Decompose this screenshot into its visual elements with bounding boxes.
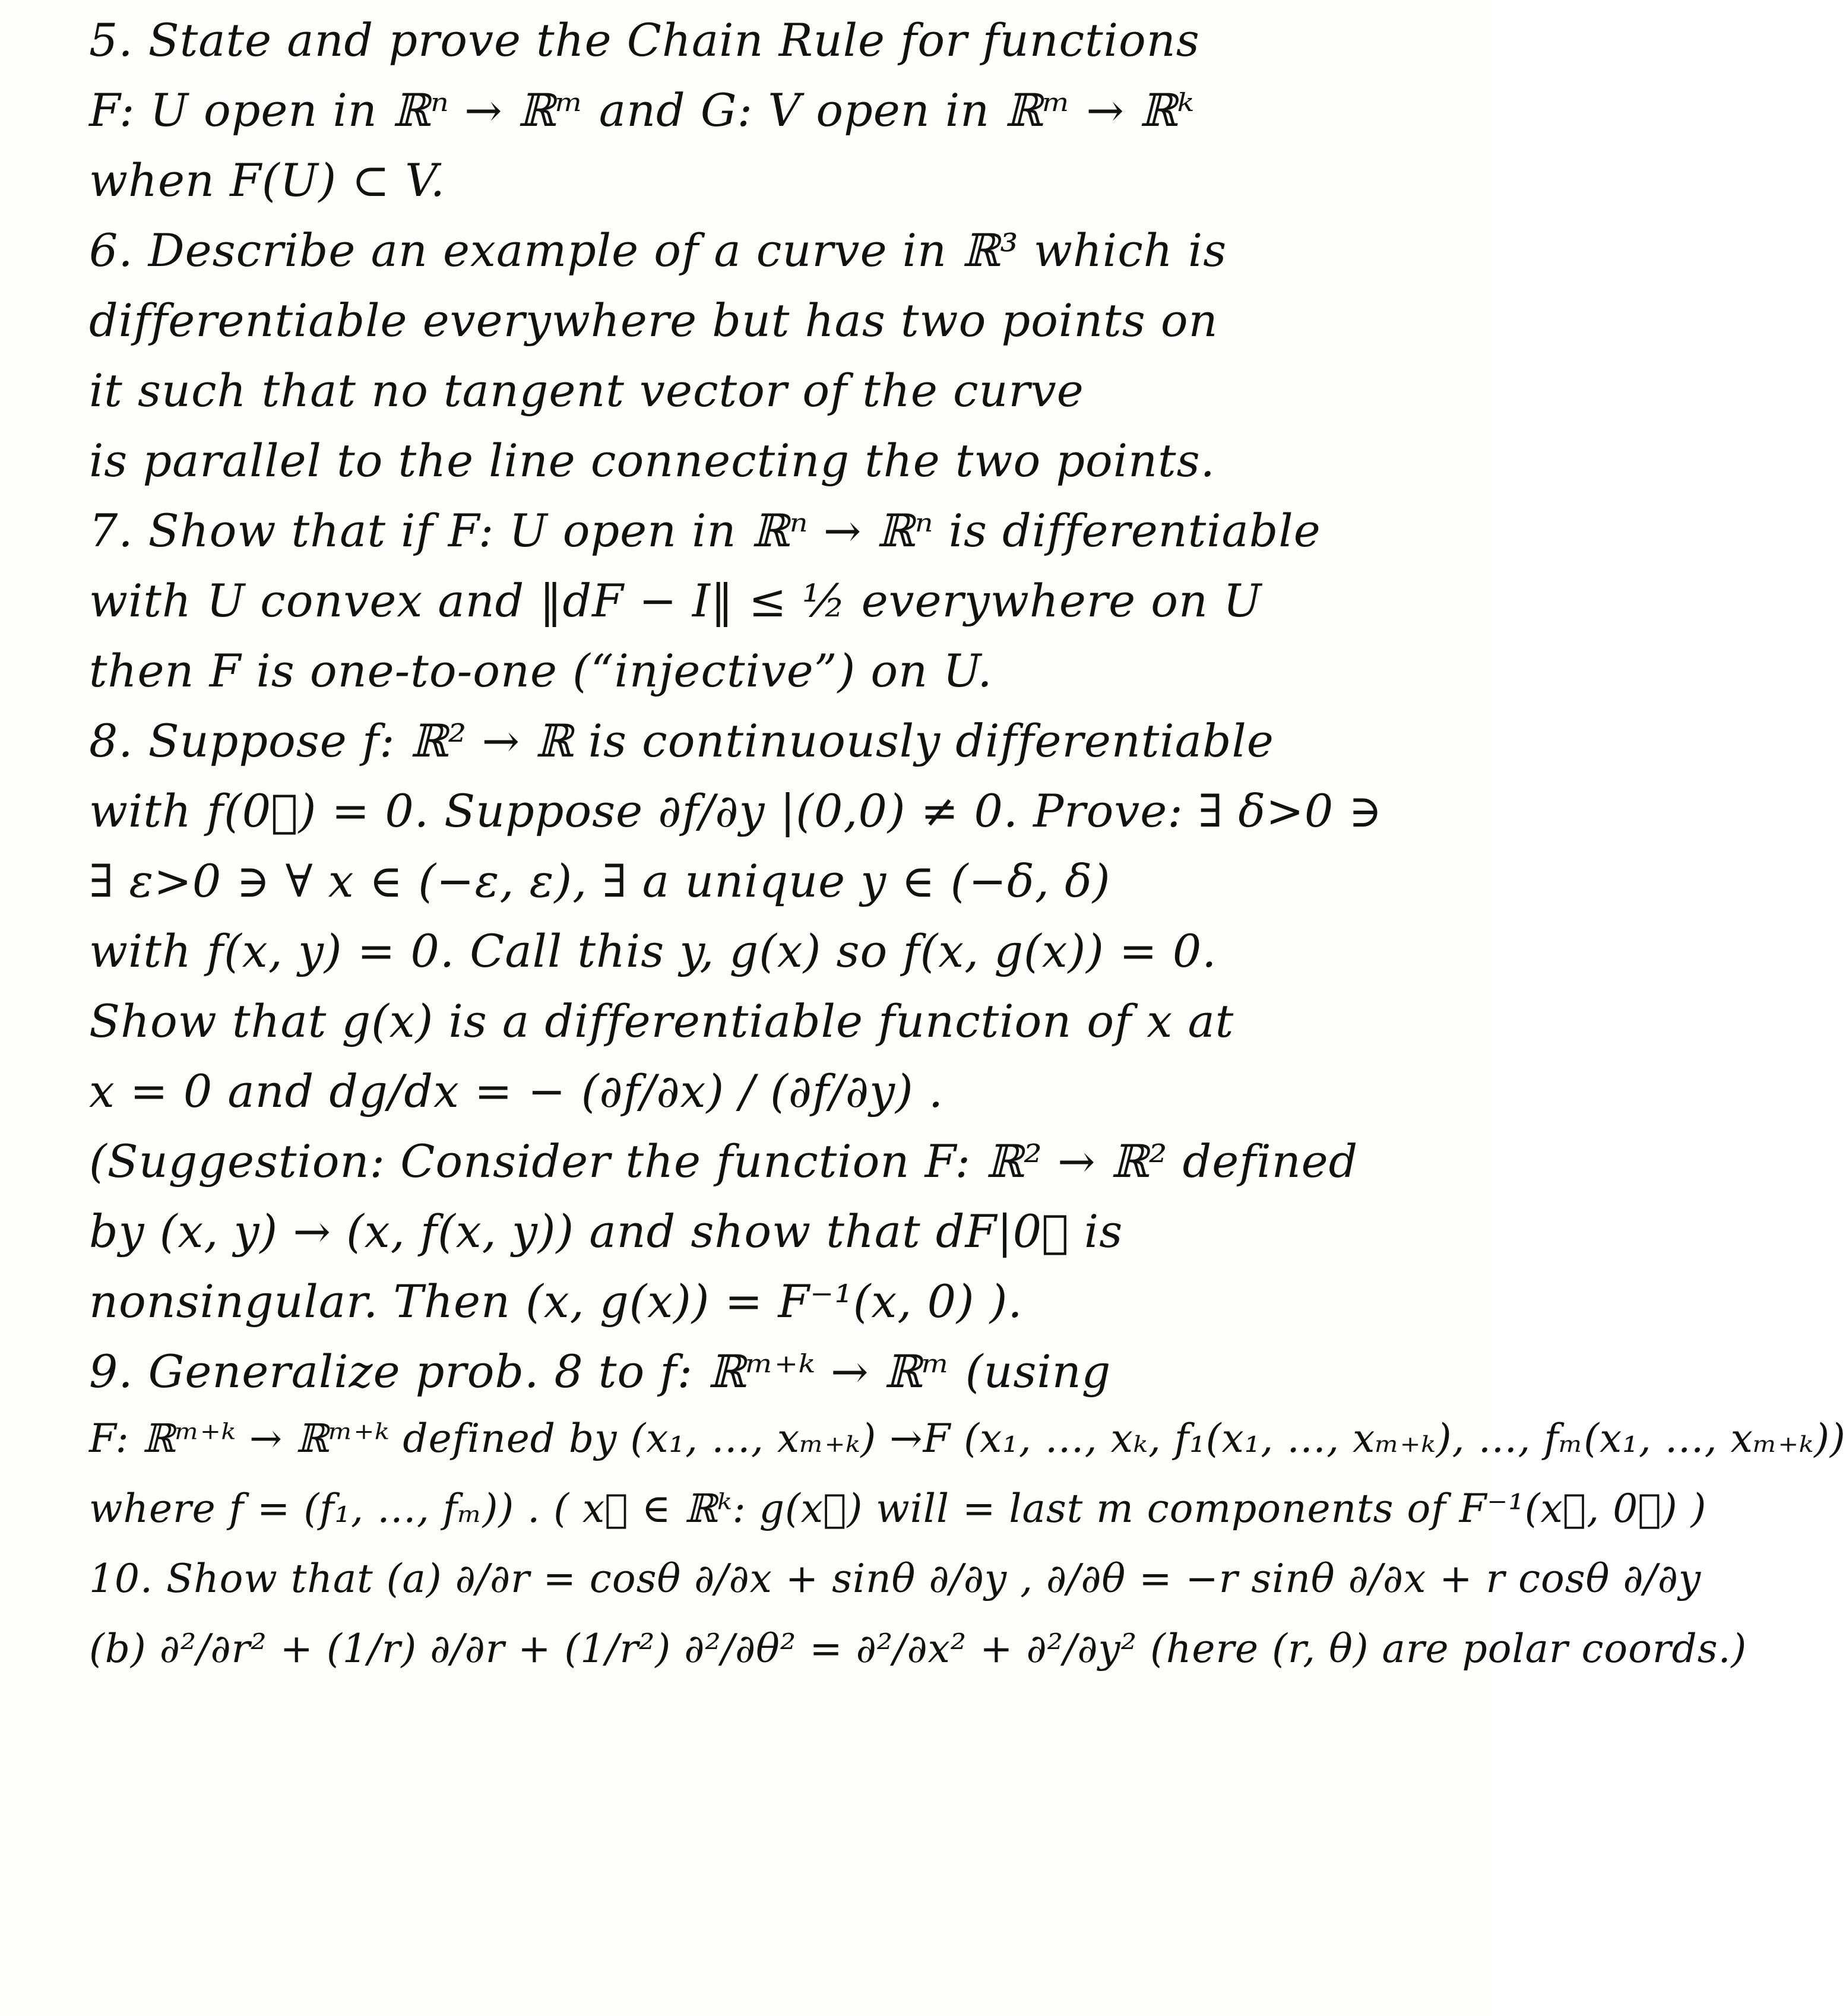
problem-6-line-1: 6. Describe an example of a curve in ℝ³ which is bbox=[89, 224, 1227, 277]
problem-8-line-5: Show that g(x) is a differentiable function of x at bbox=[89, 995, 1234, 1047]
problem-8-line-8: by (x, y) → (x, f(x, y)) and show that dF|0⃗ is bbox=[89, 1205, 1123, 1258]
problem-5-line-2: F: U open in ℝⁿ → ℝᵐ and G: V open in ℝᵐ → ℝᵏ bbox=[89, 84, 1195, 137]
problem-6-line-2: differentiable everywhere but has two points on bbox=[89, 294, 1218, 347]
problem-7 bbox=[89, 504, 1413, 719]
problem-5-line-3: when F(U) ⊂ V. bbox=[89, 154, 445, 207]
problem-8-line-7: (Suggestion: Consider the function F: ℝ² → ℝ² defined bbox=[89, 1135, 1359, 1188]
problem-8 bbox=[89, 714, 1413, 1349]
problem-8-line-2: with f(0⃗) = 0. Suppose ∂f/∂y |(0,0) ≠ 0. Prove: ∃ δ>0 ∋ bbox=[89, 784, 1383, 837]
problem-10-line-2: (b) ∂²/∂r² + (1/r) ∂/∂r + (1/r²) ∂²/∂θ² = ∂²/∂x² + ∂²/∂y² (here (r, θ) are polar coords.) bbox=[89, 1626, 1747, 1672]
problem-6-line-4: is parallel to the line connecting the two points. bbox=[89, 434, 1215, 487]
problem-8-line-1: 8. Suppose f: ℝ² → ℝ is continuously differentiable bbox=[89, 714, 1274, 767]
problem-8-line-6: x = 0 and dg/dx = − (∂f/∂x) / (∂f/∂y) . bbox=[89, 1065, 943, 1118]
problem-6 bbox=[89, 224, 1413, 508]
problem-9-line-1: 9. Generalize prob. 8 to f: ℝᵐ⁺ᵏ → ℝᵐ (using bbox=[89, 1345, 1112, 1398]
problem-9 bbox=[89, 1345, 1846, 1559]
problem-list bbox=[89, 14, 1846, 1699]
problem-7-line-1: 7. Show that if F: U open in ℝⁿ → ℝⁿ is differentiable bbox=[89, 504, 1321, 557]
problem-5 bbox=[89, 14, 1413, 228]
problem-6-line-3: it such that no tangent vector of the curve bbox=[89, 364, 1084, 417]
problem-7-line-2: with U convex and ‖dF − I‖ ≤ ½ everywhere on U bbox=[89, 574, 1262, 627]
problem-8-line-3: ∃ ε>0 ∋ ∀ x ∈ (−ε, ε), ∃ a unique y ∈ (−δ, δ) bbox=[89, 854, 1111, 907]
problem-9-line-3: where f = (f₁, …, fₘ)) . ( x⃗ ∈ ℝᵏ: g(x⃗) will = last m components of F⁻¹(x⃗, 0⃗) ) bbox=[89, 1486, 1707, 1531]
problem-10-line-1: 10. Show that (a) ∂/∂r = cosθ ∂/∂x + sinθ ∂/∂y , ∂/∂θ = −r sinθ ∂/∂x + r cosθ ∂/∂y bbox=[89, 1556, 1702, 1602]
problem-10 bbox=[89, 1556, 1747, 1699]
problem-8-line-4: with f(x, y) = 0. Call this y, g(x) so f(x, g(x)) = 0. bbox=[89, 925, 1217, 977]
problem-8-line-9: nonsingular. Then (x, g(x)) = F⁻¹(x, 0) ). bbox=[89, 1275, 1023, 1328]
problem-5-line-1: 5. State and prove the Chain Rule for functions bbox=[89, 14, 1200, 67]
problem-7-line-3: then F is one-to-one (“injective”) on U. bbox=[89, 644, 993, 697]
problem-9-line-2: F: ℝᵐ⁺ᵏ → ℝᵐ⁺ᵏ defined by (x₁, …, xₘ₊ₖ) →F (x₁, …, xₖ, f₁(x₁, …, xₘ₊ₖ), …, fₘ(x₁, …, xₘ₊ₖ)) bbox=[89, 1416, 1846, 1461]
